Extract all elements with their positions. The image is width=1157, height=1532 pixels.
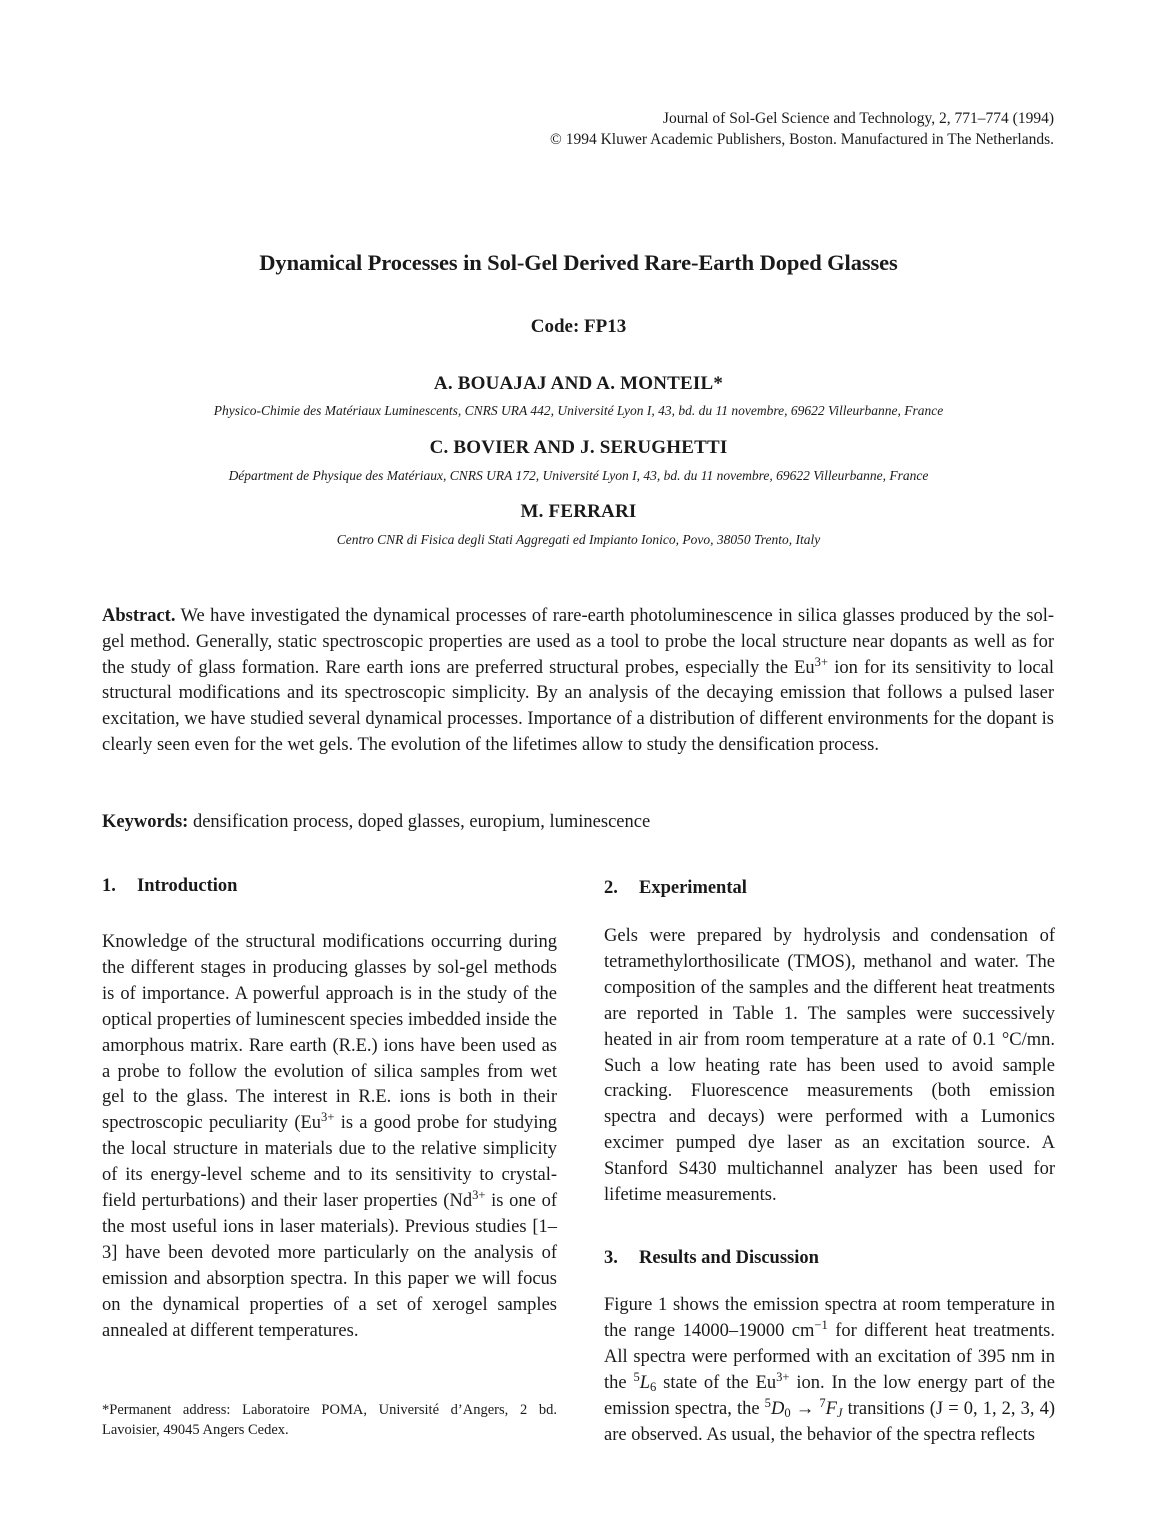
body-text: state of the Eu	[656, 1372, 777, 1393]
section-title: Introduction	[137, 876, 238, 896]
keywords-label: Keywords:	[102, 812, 189, 832]
subscript: J	[836, 1405, 843, 1420]
section-heading-experimental	[604, 878, 747, 899]
results-body	[604, 1293, 1055, 1448]
author-group-3: M. FERRARI	[520, 501, 637, 522]
body-text: ion. In the low energy part of the emission spectra, the	[604, 1372, 1055, 1419]
keywords-text: densification process, doped glasses, europium, luminescence	[192, 812, 651, 832]
affiliation-2: Départment de Physique des Matériaux, CNRS URA 172, Université Lyon I, 43, bd. du 11 novembre, 69622 Villeurbanne, France	[228, 468, 929, 483]
superscript: 3+	[472, 1188, 486, 1203]
section-title: Results and Discussion	[639, 1248, 819, 1268]
subscript: 6	[650, 1379, 657, 1394]
superscript: 5	[633, 1369, 640, 1384]
body-text: transitions (J = 0, 1, 2, 3, 4) are observed. As usual, the behavior of the spectra reflects	[604, 1398, 1056, 1445]
footnote: *Permanent address: Laboratoire POMA, Université d’Angers, 2 bd. Lavoisier, 49045 Angers Cedex.	[102, 1402, 557, 1438]
superscript: −1	[814, 1318, 828, 1332]
math-symbol: F	[825, 1398, 837, 1419]
subscript: 0	[784, 1405, 791, 1420]
body-text: Figure 1 shows the emission spectra at room temperature in the range 14000–19000 cm	[604, 1295, 1055, 1341]
body-text: is a good probe for studying the local structure in materials due to the relative simplicity of its energy-level scheme and to its sensitivity to crystal-field perturbations) and their laser properties (Nd	[102, 1113, 557, 1212]
body-text: Knowledge of the structural modifications occurring during the different stages in producing glasses by sol-gel methods is of importance. A powerful approach is in the study of the optical properties of luminescent species imbedded inside the amorphous matrix. Rare earth (R.E.) ions have been used as a probe to follow the evolution of silica samples from wet gel to the glass. The interest in R.E. ions is both in their spectroscopic peculiarity (Eu	[102, 932, 557, 1134]
abstract-label: Abstract.	[102, 606, 176, 626]
experimental-body: Gels were prepared by hydrolysis and condensation of tetramethylorthosilicate (TMOS), methanol and water. The composition of the samples and the different heat treatments are reported in Table 1. The samples were successively heated in air from room temperature at a rate of 0.1 °C/mn. Such a low heating rate has been used to avoid sample cracking. Fluorescence measurements (both emission spectra and decays) were performed with a Lumonics excimer pumped dye laser as an excitation source. A Stanford S430 multichannel analyzer has been used for lifetime measurements.	[604, 926, 1055, 1206]
body-text: for different heat treatments. All spectra were performed with an excitation of 395 nm in the	[604, 1320, 1055, 1393]
body-text: →	[790, 1398, 820, 1419]
paper-code: Code: FP13	[530, 316, 627, 337]
author-group-1: A. BOUAJAJ AND A. MONTEIL*	[433, 373, 724, 394]
math-symbol: L	[639, 1372, 651, 1393]
section-title: Experimental	[639, 878, 747, 898]
author-group-2: C. BOVIER AND J. SERUGHETTI	[429, 437, 728, 458]
copyright-line: © 1994 Kluwer Academic Publishers, Boston. Manufactured in The Netherlands.	[550, 131, 1054, 148]
abstract	[102, 604, 1054, 759]
paper-title: Dynamical Processes in Sol-Gel Derived Rare-Earth Doped Glasses	[259, 250, 898, 275]
affiliation-1: Physico-Chimie des Matériaux Luminescents, CNRS URA 442, Université Lyon I, 43, bd. du 11 novembre, 69622 Villeurbanne, France	[213, 403, 944, 418]
section-number: 2.	[604, 878, 618, 898]
superscript: 7	[819, 1395, 826, 1410]
section-heading-introduction	[102, 876, 237, 897]
journal-citation: Journal of Sol-Gel Science and Technology, 2, 771–774 (1994)	[662, 110, 1054, 127]
math-symbol: D	[770, 1398, 785, 1419]
section-number: 3.	[604, 1248, 618, 1268]
body-text: is one of the most useful ions in laser materials). Previous studies [1–3] have been devoted more particularly on the analysis of emission and absorption spectra. In this paper we will focus on the dynamical properties of a set of xerogel samples annealed at different temperatures.	[102, 1191, 557, 1341]
introduction-body	[102, 930, 557, 1345]
superscript: 5	[764, 1395, 771, 1410]
affiliation-3: Centro CNR di Fisica degli Stati Aggregati ed Impianto Ionico, Povo, 38050 Trento, Italy	[336, 532, 821, 547]
section-heading-results	[604, 1248, 819, 1269]
abstract-text: ion for its sensitivity to local structural modifications and its spectroscopic simplicity. By an analysis of the decaying emission that follows a pulsed laser excitation, we have studied several dynamical processes. Importance of a distribution of different environments for the dopant is clearly seen even for the wet gels. The evolution of the lifetimes allow to study the densification process.	[102, 657, 1054, 755]
superscript: 3+	[814, 654, 829, 669]
abstract-text: We have investigated the dynamical processes of rare-earth photoluminescence in silica glasses produced by the sol-gel method. Generally, static spectroscopic properties are used as a tool to probe the local structure near dopants as well as for the study of glass formation. Rare earth ions are preferred structural probes, especially the Eu	[102, 606, 1054, 678]
section-number: 1.	[102, 876, 116, 896]
keywords	[102, 810, 650, 834]
superscript: 3+	[776, 1369, 790, 1384]
superscript: 3+	[321, 1110, 335, 1125]
